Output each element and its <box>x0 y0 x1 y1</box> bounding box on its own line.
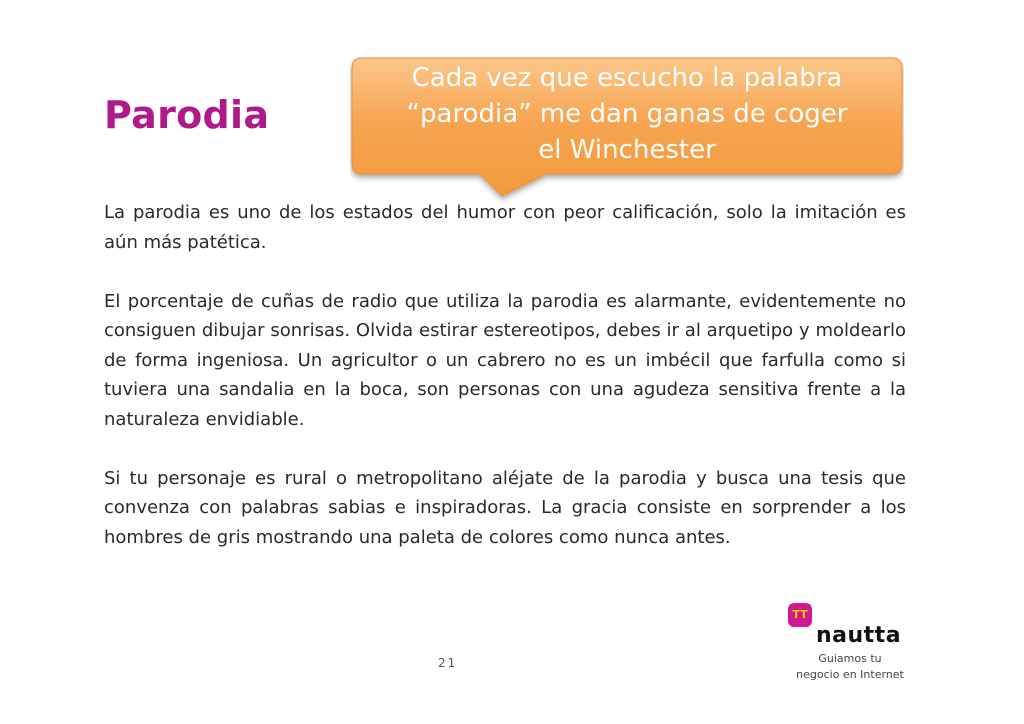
logo-tagline <box>790 651 910 683</box>
nautta-logo-icon: TT <box>788 603 812 627</box>
callout-quote: Cada vez que escucho la palabra “parodia” me dan ganas de coger el Winchester <box>406 63 848 165</box>
tagline-line-1: Guiamos tu <box>818 652 882 665</box>
tagline-line-2: negocio en Internet <box>796 668 904 681</box>
page-title: Parodia <box>104 93 270 137</box>
paragraph: Si tu personaje es rural o metropolitano aléjate de la parodia y busca una tesis que convenza con palabras sabias e inspiradoras. La gracia consiste en sorprender a los hombres de gris mostrando una paleta de colores como nunca antes. <box>104 467 906 548</box>
body-text <box>104 198 906 582</box>
page-number: 21 <box>438 656 458 670</box>
paragraph: La parodia es uno de los estados del humor con peor calificación, solo la imitación es aún más patética. <box>104 202 906 253</box>
speech-bubble-callout <box>350 56 904 177</box>
logo-wordmark: nautta <box>816 623 902 648</box>
paragraph: El porcentaje de cuñas de radio que utiliza la parodia es alarmante, evidentemente no consiguen dibujar sonrisas. Olvida estirar estereotipos, debes ir al arquetipo y moldearlo de forma ingeniosa. Un agricultor o un cabrero no es un imbécil que farfulla como si tuviera una sandalia en la boca, son personas con una agudeza sensitiva frente a la naturaleza envidiable. <box>104 290 906 430</box>
